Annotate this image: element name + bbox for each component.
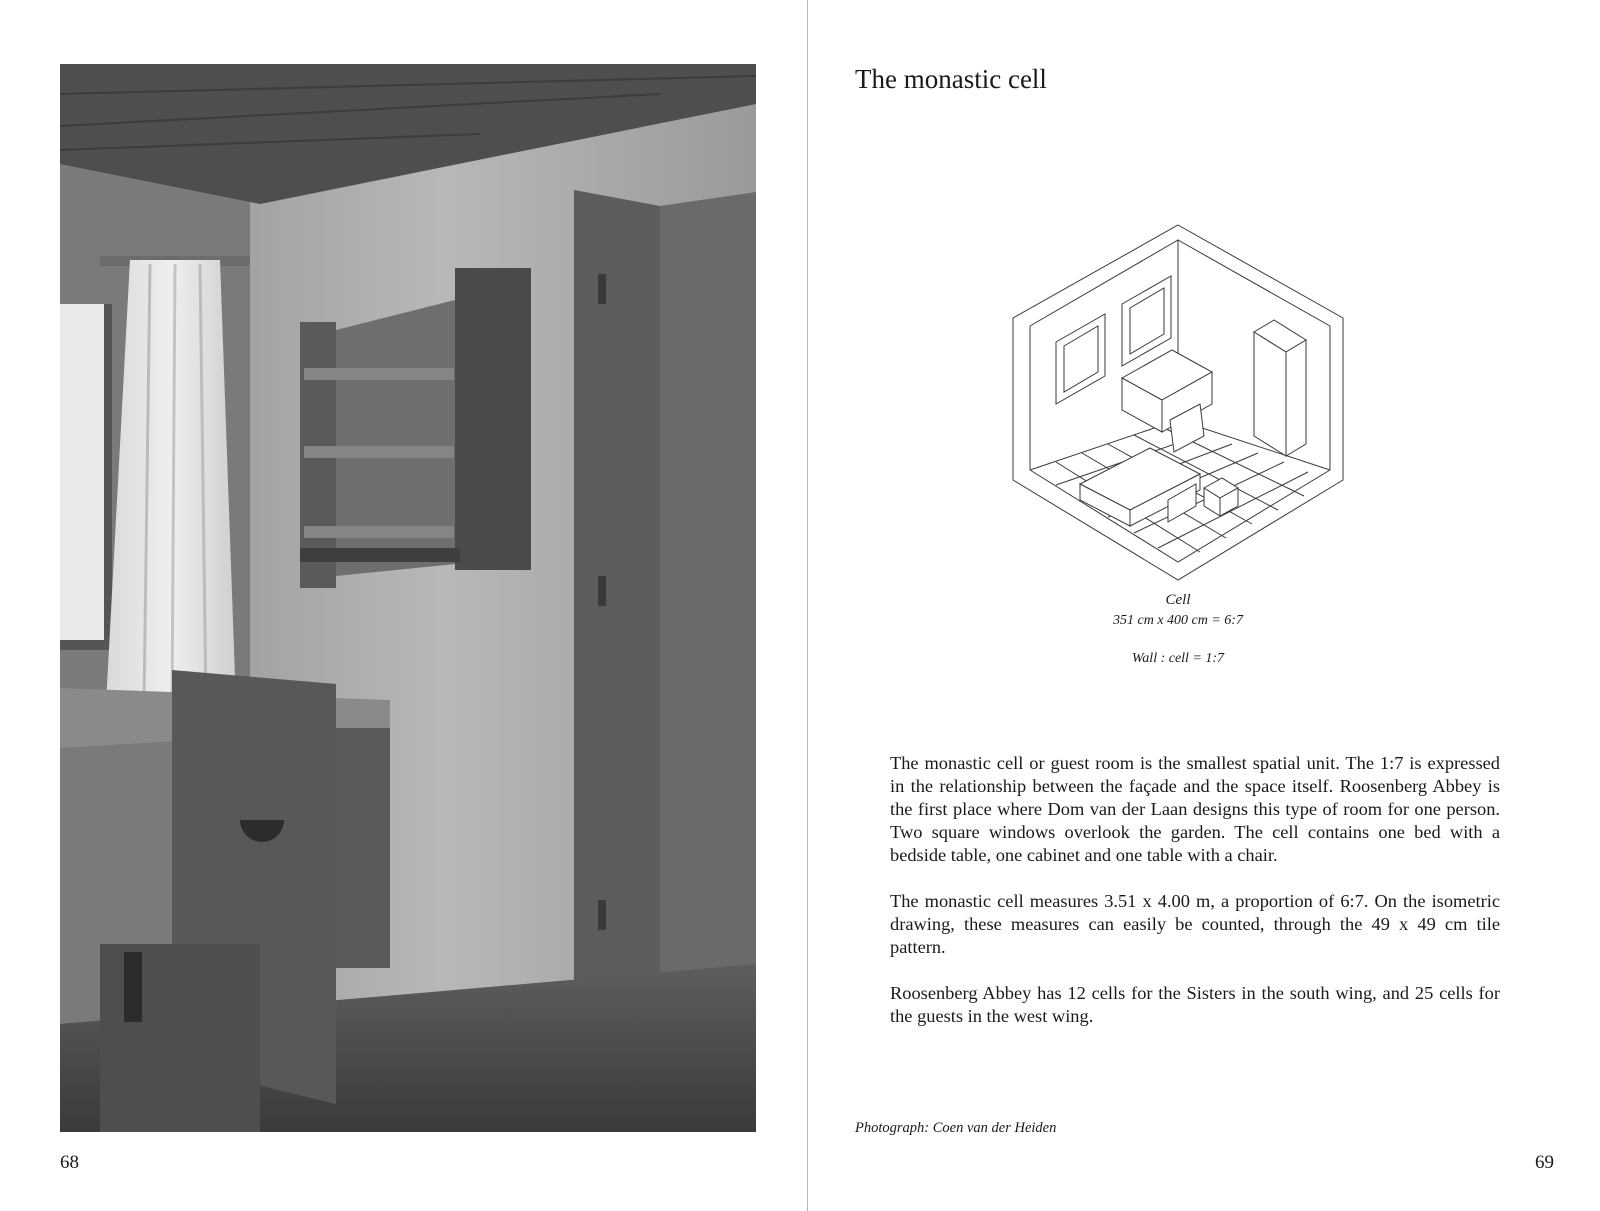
cell-interior-photo (60, 64, 756, 1132)
paragraph-3: Roosenberg Abbey has 12 cells for the Sisters in the south wing, and 25 cells for the guests in the west wing. (890, 983, 1500, 1026)
photo-credit: Photograph: Coen van der Heiden (855, 1120, 1057, 1136)
page-title: The monastic cell (855, 64, 1047, 94)
paragraph-2: The monastic cell measures 3.51 x 4.00 m, a proportion of 6:7. On the isometric drawing, these measures can easily be counted, through the 49 x 49 cm tile pattern. (890, 891, 1500, 957)
body-text (890, 752, 1500, 1051)
page-number-right: 69 (1535, 1152, 1554, 1173)
figure-caption-ratio: Wall : cell = 1:7 (1131, 651, 1225, 666)
page-number-left: 68 (60, 1152, 79, 1173)
isometric-cell-drawing-icon (1000, 222, 1356, 582)
figure-caption-dimensions: 351 cm x 400 cm = 6:7 (1113, 613, 1243, 628)
figure-caption-title: Cell (1165, 592, 1191, 608)
paragraph-1: The monastic cell or guest room is the smallest spatial unit. The 1:7 is expressed in the relationship between the façade and the space itself. Roosenberg Abbey is the first place where Dom van der Laan designs this type of room for one person. Two square windows overlook the garden. The cell contains one bed with a bedside table, one cabinet and one table with a chair. (890, 753, 1500, 865)
book-spine (807, 0, 808, 1211)
